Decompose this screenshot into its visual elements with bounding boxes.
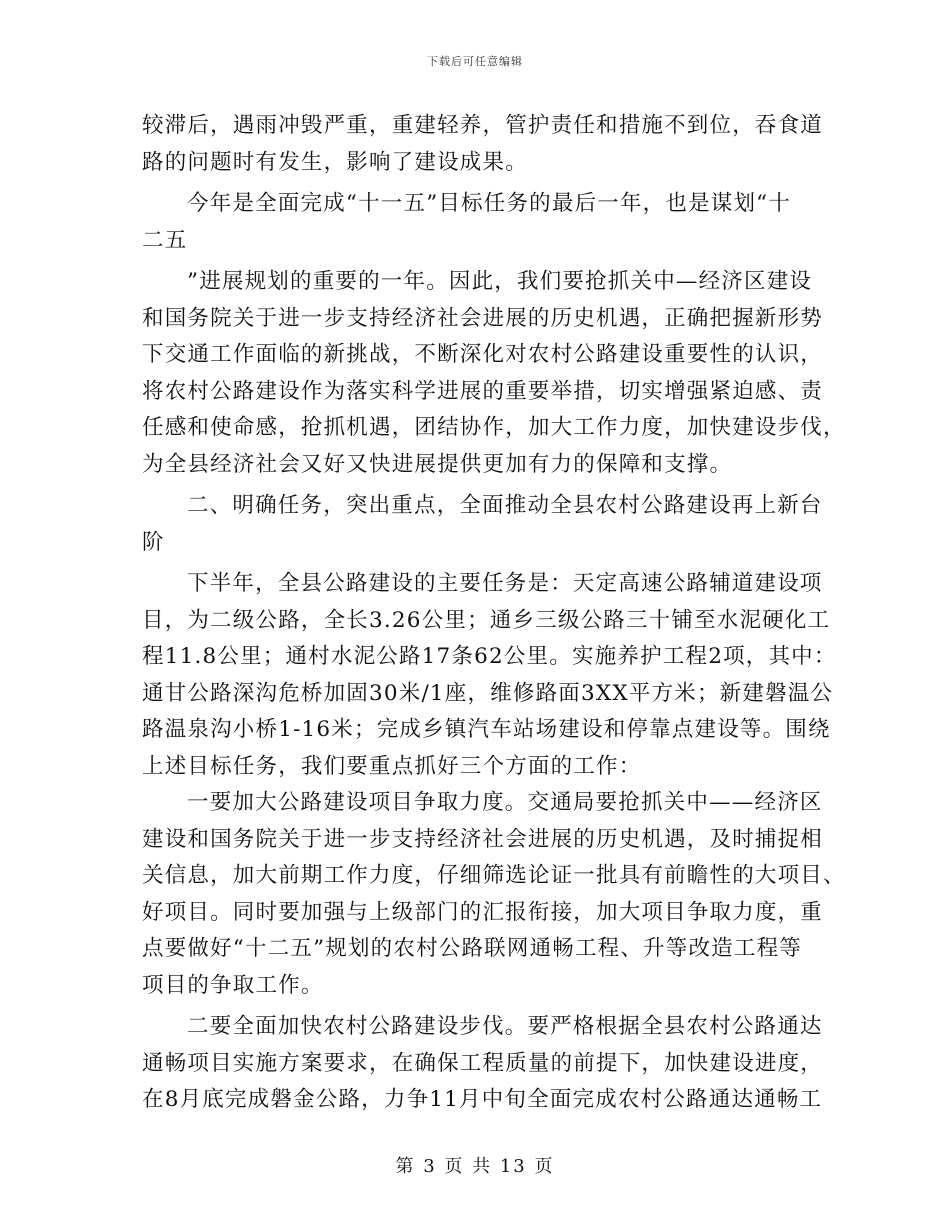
- body-line: 路的问题时有发生，影响了建设成果。: [142, 149, 528, 175]
- body-line: 关信息，加大前期工作力度，仔细筛选论证一批具有前瞻性的大项目、: [142, 863, 846, 888]
- body-line: 通甘公路深沟危桥加固30米/1座，维修路面3XX平方米；新建磐温公: [142, 680, 834, 706]
- body-line: 下交通工作面临的新挑战，不断深化对农村公路建设重要性的认识，: [142, 342, 824, 367]
- body-line: 和国务院关于进一步支持经济社会进展的历史机遇，正确把握新形势: [142, 305, 824, 331]
- page-header-note: 下载后可任意编辑: [427, 55, 523, 68]
- body-line: ”进展规划的重要的一年。因此，我们要抢抓关中—经济区建设: [187, 269, 813, 294]
- body-line: 将农村公路建设作为落实科学进展的重要举措，切实增强紧迫感、责: [142, 378, 824, 404]
- body-line: 今年是全面完成“十一五”目标任务的最后一年，也是谋划“十: [187, 191, 792, 216]
- body-line: 目，为二级公路，全长3.26公里；通乡三级公路三十铺至水泥硬化工: [142, 607, 831, 633]
- section-heading-line: 二、明确任务，突出重点，全面推动全县农村公路建设再上新台: [187, 493, 823, 518]
- body-line: 在8月底完成磐金公路，力争11月中旬全面完成农村公路通达通畅工: [142, 1087, 823, 1112]
- body-line: 下半年，全县公路建设的主要任务是：天定高速公路辅道建设项: [187, 571, 823, 596]
- body-line: 路温泉沟小桥1-16米；完成乡镇汽车站场建设和停靠点建设等。围绕: [142, 717, 831, 742]
- body-line: 建设和国务院关于进一步支持经济社会进展的历史机遇，及时捕捉相: [142, 826, 824, 852]
- body-line: 程11.8公里；通村水泥公路17条62公里。实施养护工程2项，其中：: [142, 644, 837, 669]
- body-line: 任感和使命感，抢抓机遇，团结协作，加大工作力度，加快建设步伐，: [142, 415, 846, 440]
- page-number-footer: 第 3 页 共 13 页: [395, 1156, 555, 1177]
- body-line: 较滞后，遇雨冲毁严重，重建轻养，管护责任和措施不到位，吞食道: [142, 113, 824, 138]
- body-line: 好项目。同时要加强与上级部门的汇报衔接，加大项目争取力度，重: [142, 899, 824, 925]
- body-line: 项目的争取工作。: [142, 972, 324, 998]
- body-line: 通畅项目实施方案要求，在确保工程质量的前提下，加快建设进度，: [142, 1050, 824, 1076]
- section-heading-line: 阶: [142, 529, 165, 555]
- body-line: 上述目标任务，我们要重点抓好三个方面的工作：: [142, 753, 642, 779]
- body-line: 二五: [142, 227, 188, 253]
- body-line: 为全县经济社会又好又快进展提供更加有力的保障和支撑。: [142, 451, 733, 477]
- document-body: [142, 108, 846, 1119]
- body-line: 二要全面加快农村公路建设步伐。要严格根据全县农村公路通达: [187, 1014, 823, 1039]
- body-line: 点要做好“十二五”规划的农村公路联网通畅工程、升等改造工程等: [142, 936, 802, 961]
- body-line: 一要加大公路建设项目争取力度。交通局要抢抓关中——经济区: [187, 790, 823, 815]
